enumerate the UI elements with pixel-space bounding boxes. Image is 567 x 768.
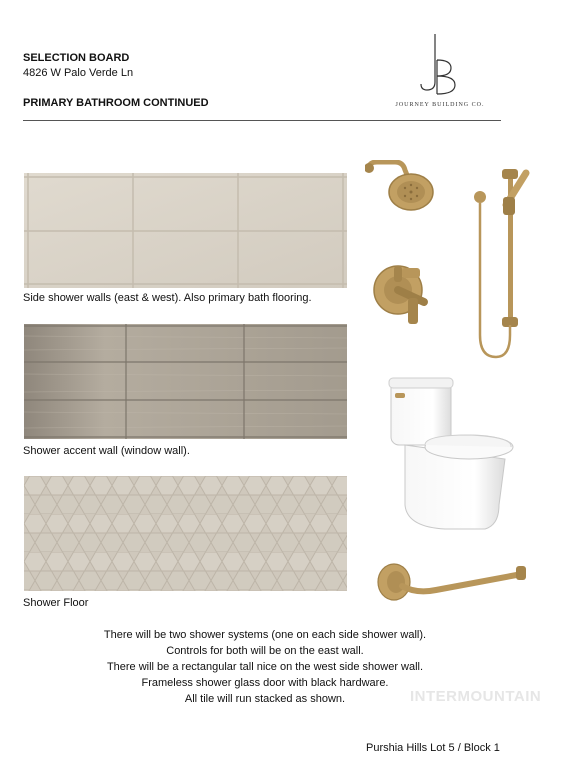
tile-swatch-shower-floor [24, 476, 347, 591]
note-line: Frameless shower glass door with black hardware. [141, 677, 389, 689]
tile-swatch-accent-wall [24, 324, 347, 439]
handheld-shower-slide-bar-image [470, 165, 532, 365]
header-divider [23, 120, 501, 121]
note-line: All tile will run stacked as shown. [184, 693, 346, 705]
note-line: There will be two shower systems (one on each side shower wall). [103, 629, 427, 641]
company-name: JOURNEY BUILDING CO. [395, 102, 485, 108]
watermark: INTERMOUNTAIN [410, 688, 542, 705]
tile-swatch-side-walls [24, 173, 347, 288]
caption-side-walls: Side shower walls (east & west). Also primary bath flooring. [23, 292, 312, 304]
caption-accent-wall: Shower accent wall (window wall). [23, 445, 190, 457]
caption-shower-floor: Shower Floor [23, 597, 89, 609]
footer-lot-info: Purshia Hills Lot 5 / Block 1 [366, 742, 500, 754]
board-title: SELECTION BOARD [23, 52, 130, 64]
section-title: PRIMARY BATHROOM CONTINUED [23, 97, 209, 109]
showerhead-image [365, 160, 437, 215]
shower-valve-trim-image [372, 258, 430, 326]
towel-bar-image [376, 560, 528, 604]
toilet-image [385, 375, 515, 533]
note-line: Controls for both will be on the east wall. [166, 645, 364, 657]
address: 4826 W Palo Verde Ln [23, 67, 134, 79]
note-line: There will be a rectangular tall nice on the west side shower wall. [106, 661, 424, 673]
